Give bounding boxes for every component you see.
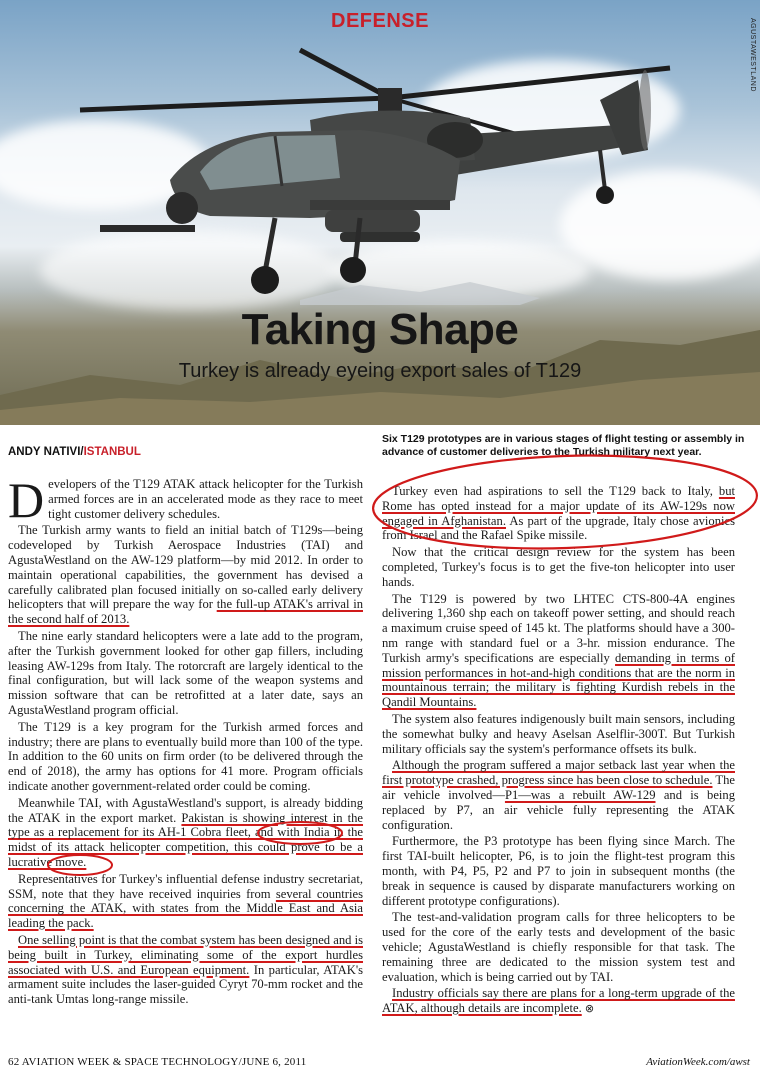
underlined-text: demanding in terms of mission performances in hot-and-high conditions that are the norm in mountainous terrain; the military is fighting Kurdish rebels in the Qandil Mountains. [382,650,735,710]
paragraph [8,720,363,794]
paragraph [382,484,735,543]
paragraph-text: As part of the upgrade, Italy chose avionics from Israel and the Rafael Spike missile. [382,513,736,543]
paragraph-text: In particular, ATAK's armament suite includes the laser-guided Cyryt 70-mm rocket and the anti-tank Umtas long-range missile. [8,962,364,1007]
paragraph-text: The nine early standard helicopters were a late add to the program, after the Turkish government looked for other gap fillers, including leasing AW-129s from Italy. The rotorcraft are largely identical to the final configuration, but will lack some of the weapon systems and mission software that can be retrofitted at a later date, says an AgustaWestland program official. [8,628,363,717]
photo-caption: Six T129 prototypes are in various stages of flight testing or assembly in advance of customer deliveries to the Turkish military next year. [382,433,745,458]
paragraph [8,933,363,1007]
paragraph-text: Furthermore, the P3 prototype has been flying since March. The first TAI-built helicopter, P6, is to join the flight-test program this month, with P4, P5, P2 and P7 to join in subsequent months (the break in sequence is caused by disparate manufacturers working on different prototype configurations). [382,834,735,908]
hero-photo [0,0,760,425]
paragraph [382,834,735,908]
paragraph-text: and is being replaced by P7, an air vehicle fully representing the ATAK configuration. [382,787,736,832]
paragraph [8,472,363,528]
paragraph-text: Now that the critical design review for the system has been completed, Turkey's focus is to get the five-ton helicopter into user hands. [382,545,735,589]
footer-url: AviationWeek.com/awst [646,1056,750,1068]
paragraph-text: The system also features indigenously built main sensors, including the somewhat bulky and heavy Aselsan Aselflir-300T. But Turkish military officials say the system's performance offsets its bulk. [382,711,735,756]
paragraph-text: Meanwhile TAI, with AgustaWestland's support, is already bidding the ATAK in the export market. [8,795,363,825]
helicopter-image [60,40,700,310]
underlined-text: the full-up ATAK's arrival in the second half of 2013. [8,597,363,627]
article-column-left [8,472,364,1042]
paragraph [8,796,363,870]
underlined-text: P1—was a rebuilt AW-129 [504,787,656,802]
underlined-text: Industry officials say there are plans for a long-term upgrade of the ATAK, although details are incomplete. [382,986,735,1016]
underlined-text: One selling point is that the combat system has been designed and is being built in Turkey, eliminating some of the export hurdles associated with U.S. and European equipment. [8,932,363,977]
paragraph-text: evelopers of the T129 ATAK attack helicopter for the Turkish armed forces are in an accelerated mode as they race to meet tight customer delivery schedules. [48,477,363,521]
headline: Taking Shape [241,305,519,354]
drop-cap: D [8,472,45,528]
underlined-text: Although the program suffered a major setback last year when the first prototype crashed, progress since has been close to schedule. [382,758,735,788]
paragraph [8,629,363,718]
paragraph-text: Turkey even had aspirations to sell the T129 back to Italy, [392,484,719,498]
underlined-text: Pakistan is showing interest in the type as a replacement for its AH-1 Cobra fleet, and with India in the midst of its attack helicopter competition, this could prove to be a lucrative move. [8,810,364,869]
end-of-story-icon: ⊗ [584,1002,595,1016]
paragraph [8,872,363,931]
footer-folio: 62 AVIATION WEEK & SPACE TECHNOLOGY/JUNE 6, 2011 [8,1056,307,1068]
paragraph [382,758,735,832]
paragraph [382,592,735,710]
paragraph-text: Representatives for Turkey's influential defense industry secretariat, SSM, note that they have received inquiries from [8,871,363,901]
paragraph [8,523,363,627]
paragraph [382,910,735,984]
section-label: DEFENSE [331,10,429,32]
byline [8,446,141,458]
subheadline: Turkey is already eyeing export sales of T129 [178,360,582,382]
paragraph [382,986,735,1017]
byline-author: ANDY NATIVI/ [8,446,84,458]
paragraph-text: The air vehicle involved— [382,773,735,802]
underlined-text: several countries concerning the ATAK, with states from the Middle East and Asia leading the pack. [8,886,363,931]
photo-credit: AGUSTAWESTLAND [749,18,756,92]
byline-location: ISTANBUL [83,446,141,458]
page-footer [8,1056,750,1072]
paragraph [382,545,735,589]
paragraph-text: The T129 is powered by two LHTEC CTS-800-4A engines delivering 1,360 shp each on takeoff power setting, and should reach a maximum cruise speed of 145 kt. The platforms should have a 300-nm range with standard fuel or a 3-hr. mission endurance. The Turkish army's specifications are especially [382,591,735,665]
paragraph [382,712,735,756]
underlined-text: but Rome has opted instead for a major update of its AW-129s now engaged in Afghanistan. [382,484,735,528]
paragraph-text: The test-and-validation program calls for three helicopters to be used for the core of the early tests and development of the basic vehicle; AgustaWestland is chiefly responsible for that task. The remaining three are dedicated to the mission system test and evaluation, which is being carried out by TAI. [382,910,735,984]
paragraph-text: The Turkish army wants to field an initial batch of T129s—being codeveloped by Turkish Aerospace Industries (TAI) and AgustaWestland on the AW-129 platform—by mid 2012. In order to maintain operational capabilities, the government has devised a carefully calibrated plan focused initially on so-called early delivery helicopters that will prepare the way for [8,523,363,612]
article-column-right [382,484,735,1044]
paragraph-text: The T129 is a key program for the Turkish armed forces and industry; there are plans to eventually build more than 100 of the type. In addition to the 60 units on firm order (to be delivered through the end of 2018), the army has options for 41 more. Program officials indicate another government-related order could be coming. [8,719,363,793]
